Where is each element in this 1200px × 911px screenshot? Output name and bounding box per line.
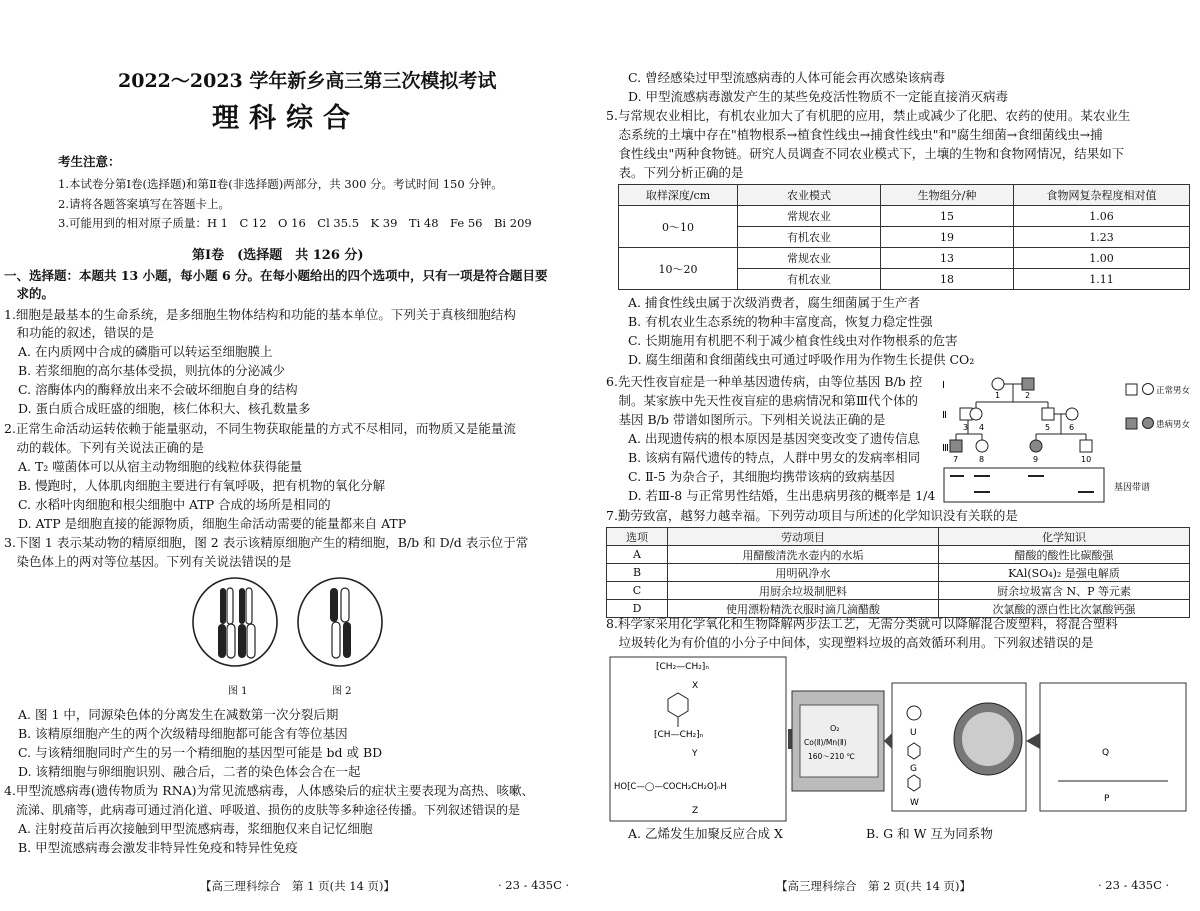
q2-option-d: D. ATP 是细胞直接的能源物质，细胞生命活动需要的能量都来自 ATP bbox=[18, 516, 407, 531]
q5-stem: 5.与常规农业相比，有机农业加大了有机肥的应用，禁止或减少了化肥、农药的使用。某农业生 bbox=[606, 108, 1131, 123]
q6-stem: 制。某家族中先天性夜盲症的患病情况和第Ⅲ代个体的 bbox=[606, 393, 919, 408]
gen-label: Ⅲ bbox=[942, 443, 949, 454]
q3-stem: 染色体上的两对等位基因。下列有关说法错误的是 bbox=[4, 554, 292, 569]
legend-affected-label: 患病男女 bbox=[1156, 420, 1190, 430]
table-header: 食物网复杂程度相对值 bbox=[1014, 185, 1190, 206]
q8-process-diagram bbox=[608, 655, 1192, 825]
q3-cell-figure bbox=[180, 574, 390, 678]
condition-o2: O₂ bbox=[830, 724, 840, 733]
pedigree-female-normal bbox=[976, 440, 988, 452]
table-cell: 1.00 bbox=[1014, 248, 1190, 269]
table-header: 选项 bbox=[607, 528, 668, 546]
q5-stem: 表。下列分析正确的是 bbox=[606, 165, 744, 180]
q4-stem: 4.甲型流感病毒(遗传物质为 RNA)为常见流感病毒，人体感染后的症状主要表现为高热、咳嗽、 bbox=[4, 783, 535, 798]
q7-stem: 7.勤劳致富，越努力越幸福。下列劳动项目与所述的化学知识没有关联的是 bbox=[606, 508, 1018, 523]
table-header-row bbox=[619, 185, 1190, 206]
table-row bbox=[619, 206, 1190, 227]
condition-catalyst: Co(Ⅱ)/Mn(Ⅱ) bbox=[804, 738, 847, 747]
q8-stem: 8.科学家采用化学氧化和生物降解两步法工艺，无需分类就可以降解混合废塑料，将混合塑料 bbox=[606, 616, 1118, 631]
pedigree-id: 2 bbox=[1025, 391, 1031, 400]
q3-option-d: D. 该精细胞与卵细胞识别、融合后，二者的染色体会合在一起 bbox=[18, 764, 361, 779]
notice-item: 2.请将各题答案填写在答题卡上。 bbox=[58, 197, 230, 211]
polymer-x-label: X bbox=[692, 681, 699, 691]
q5-option-c: C. 长期施用有机肥不利于减少植食性线虫对作物根系的危害 bbox=[628, 333, 958, 348]
q5-option-d: D. 腐生细菌和食细菌线虫可通过呼吸作用为作物生长提供 CO₂ bbox=[628, 352, 975, 367]
table-cell: 醋酸的酸性比碳酸强 bbox=[939, 546, 1190, 564]
table-cell: 厨余垃圾富含 N、P 等元素 bbox=[939, 582, 1190, 600]
q3-option-a: A. 图 1 中，同源染色体的分离发生在减数第一次分裂后期 bbox=[18, 707, 339, 722]
table-cell: 1.11 bbox=[1014, 269, 1190, 290]
table-cell: C bbox=[607, 582, 668, 600]
q6-stem: 基因 B/b 带谱如图所示。下列相关说法正确的是 bbox=[606, 412, 886, 427]
right-page bbox=[600, 0, 1200, 911]
pedigree-id: 10 bbox=[1081, 455, 1092, 464]
legend-female-normal-icon bbox=[1143, 384, 1154, 395]
gen-label: Ⅰ bbox=[942, 380, 945, 391]
q2-stem: 动的载体。下列有关说法正确的是 bbox=[4, 440, 205, 455]
table-header-row bbox=[607, 528, 1190, 546]
pedigree-id: 1 bbox=[995, 391, 1001, 400]
q6-option-d: D. 若Ⅲ-8 与正常男性结婚，生出患病男孩的概率是 1/4 bbox=[628, 488, 936, 503]
q1-option-c: C. 溶酶体内的酶释放出来不会破坏细胞自身的结构 bbox=[18, 382, 298, 397]
gene-band-box bbox=[944, 468, 1104, 502]
q8-option-b: B. G 和 W 互为同系物 bbox=[866, 826, 993, 841]
q4-stem: 流涕、肌痛等，此病毒可通过消化道、呼吸道、损伤的皮肤等多种途径传播。下列叙述错误的是 bbox=[4, 803, 521, 817]
notice-heading: 考生注意： bbox=[58, 154, 121, 169]
fig1-chromosome-pair bbox=[218, 588, 255, 658]
pedigree-female-normal bbox=[1066, 408, 1078, 420]
table-cell: 0～10 bbox=[619, 206, 738, 248]
q5-stem: 食性线虫"两种食物链。研究人员调查不同农业模式下，土壤的生物和食物网情况，结果如下 bbox=[606, 146, 1125, 161]
q1-stem: 和功能的叙述，错误的是 bbox=[4, 325, 155, 340]
q5-option-a: A. 捕食性线虫属于次级消费者，腐生细菌属于生产者 bbox=[628, 295, 920, 310]
pedigree-id: 7 bbox=[953, 455, 959, 464]
product-p-label: P bbox=[1104, 794, 1110, 804]
q1-option-a: A. 在内质网中合成的磷脂可以转运至细胞膜上 bbox=[18, 344, 273, 359]
section-instructions: 一、选择题：本题共 13 小题，每小题 6 分。在每小题给出的四个选项中，只有一项是符合题目要 bbox=[4, 268, 548, 283]
pedigree-female-normal bbox=[970, 408, 982, 420]
q7-data-table bbox=[606, 527, 1190, 618]
table-cell: 常规农业 bbox=[738, 206, 881, 227]
q3-option-c: C. 与该精细胞同时产生的另一个精细胞的基因型可能是 bd 或 BD bbox=[18, 745, 383, 760]
q6-stem: 6.先天性夜盲症是一种单基因遗传病，由等位基因 B/b 控 bbox=[606, 374, 923, 389]
q3-stem: 3.下图 1 表示某动物的精原细胞，图 2 表示该精原细胞产生的精细胞，B/b 和 D/d 表示位于常 bbox=[4, 535, 529, 550]
flow-arrow-icon bbox=[1026, 733, 1040, 749]
q6-pedigree-diagram bbox=[938, 372, 1190, 508]
footer-page-label: 【高三理科综合 第 1 页(共 14 页)】 bbox=[200, 879, 396, 893]
section-instructions: 求的。 bbox=[4, 286, 55, 301]
fig1-label: 图 1 bbox=[228, 686, 248, 697]
legend-male-normal-icon bbox=[1126, 384, 1137, 395]
intermediate-w-label: W bbox=[910, 798, 919, 808]
table-cell: 用厨余垃圾制肥料 bbox=[668, 582, 939, 600]
pedigree-female-normal bbox=[992, 378, 1004, 390]
q6-option-c: C. Ⅱ-5 为杂合子，其细胞均携带该病的致病基因 bbox=[628, 469, 895, 484]
pedigree-id: 9 bbox=[1033, 455, 1039, 464]
polymer-y-label: Y bbox=[692, 749, 698, 759]
q2-option-b: B. 慢跑时，人体肌肉细胞主要进行有氧呼吸，把有机物的氧化分解 bbox=[18, 478, 386, 493]
gene-band-label: 基因带谱 bbox=[1114, 483, 1151, 493]
table-cell: 使用漂粉精洗衣服时滴几滴醋酸 bbox=[668, 600, 939, 618]
table-cell: KAl(SO₄)₂ 是强电解质 bbox=[939, 564, 1190, 582]
pedigree-id: 6 bbox=[1069, 423, 1075, 432]
pedigree-id: 8 bbox=[979, 455, 985, 464]
q4-option-a: A. 注射疫苗后再次接触到甲型流感病毒，浆细胞仅来自记忆细胞 bbox=[18, 821, 373, 836]
table-cell: 有机农业 bbox=[738, 227, 881, 248]
pedigree-id: 3 bbox=[963, 423, 969, 432]
q2-option-a: A. T₂ 噬菌体可以从宿主动物细胞的线粒体获得能量 bbox=[18, 459, 303, 474]
table-cell: 13 bbox=[881, 248, 1014, 269]
notice-item: 1.本试卷分第Ⅰ卷(选择题)和第Ⅱ卷(非选择题)两部分，共 300 分。考试时间 150 分钟。 bbox=[58, 177, 503, 191]
table-cell: 1.23 bbox=[1014, 227, 1190, 248]
q4-option-b: B. 甲型流感病毒会激发非特异性免疫和特异性免疫 bbox=[18, 840, 298, 855]
pedigree-id: 4 bbox=[979, 423, 985, 432]
q1-option-d: D. 蛋白质合成旺盛的细胞，核仁体积大、核孔数量多 bbox=[18, 401, 311, 416]
q2-stem: 2.正常生命活动运转依赖于能量驱动，不同生物获取能量的方式不尽相同，而物质又是能量流 bbox=[4, 421, 516, 436]
footer-page-label: 【高三理科综合 第 2 页(共 14 页)】 bbox=[776, 879, 972, 893]
table-row bbox=[619, 248, 1190, 269]
table-row bbox=[607, 600, 1190, 618]
q2-option-c: C. 水稻叶肉细胞和根尖细胞中 ATP 合成的场所是相同的 bbox=[18, 497, 331, 512]
q5-data-table bbox=[618, 184, 1190, 290]
table-cell: 次氯酸的漂白性比次氯酸钙强 bbox=[939, 600, 1190, 618]
q6-option-a: A. 出现遗传病的根本原因是基因突变改变了遗传信息 bbox=[628, 431, 920, 446]
product-q-label: Q bbox=[1102, 748, 1110, 758]
exam-subject: 理科综合 bbox=[212, 103, 360, 134]
legend-male-affected-icon bbox=[1126, 418, 1137, 429]
table-header: 取样深度/cm bbox=[619, 185, 738, 206]
table-cell: 10～20 bbox=[619, 248, 738, 290]
footer-code: · 23 - 435C · bbox=[1098, 878, 1170, 892]
legend-female-affected-icon bbox=[1143, 418, 1154, 429]
table-cell: A bbox=[607, 546, 668, 564]
q5-option-b: B. 有机农业生态系统的物种丰富度高，恢复力稳定性强 bbox=[628, 314, 933, 329]
table-header: 生物组分/种 bbox=[881, 185, 1014, 206]
intermediate-g-label: G bbox=[910, 764, 917, 774]
table-cell: D bbox=[607, 600, 668, 618]
q1-stem: 1.细胞是最基本的生命系统，是多细胞生物体结构和功能的基本单位。下列关于真核细胞结构 bbox=[4, 307, 516, 322]
product-box bbox=[1040, 683, 1186, 811]
pedigree-male-normal bbox=[1080, 440, 1092, 452]
legend-normal-label: 正常男女 bbox=[1156, 386, 1190, 396]
q5-stem: 态系统的土壤中存在"植物根系→植食性线虫→捕食性线虫"和"腐生细菌→食细菌线虫→捕 bbox=[606, 127, 1103, 142]
q8-stem: 垃圾转化为有价值的小分子中间体，实现塑料垃圾的高效循环利用。下列叙述错误的是 bbox=[606, 635, 1094, 650]
table-cell: 19 bbox=[881, 227, 1014, 248]
footer-code: · 23 - 435C · bbox=[498, 878, 570, 892]
table-header: 劳动项目 bbox=[668, 528, 939, 546]
table-row bbox=[607, 546, 1190, 564]
fig2-label: 图 2 bbox=[332, 686, 352, 697]
polymer-z-formula: HO⁅C—◯—COCH₂CH₂O⁆ₙH bbox=[614, 782, 727, 792]
polymer-y-formula: ⁅CH—CH₂⁆ₙ bbox=[654, 730, 704, 740]
table-cell: 常规农业 bbox=[738, 248, 881, 269]
fig2-chromosome bbox=[330, 588, 351, 658]
gen-label: Ⅱ bbox=[942, 410, 947, 421]
q3-option-b: B. 该精原细胞产生的两个次级精母细胞都可能含有等位基因 bbox=[18, 726, 348, 741]
q4-option-d: D. 甲型流感病毒激发产生的某些免疫活性物质不一定能直接消灭病毒 bbox=[628, 89, 1009, 104]
exam-title: 2022～2023 学年新乡高三第三次模拟考试 bbox=[118, 70, 497, 92]
table-row bbox=[607, 564, 1190, 582]
table-cell: 用醋酸清洗水壶内的水垢 bbox=[668, 546, 939, 564]
q6-option-b: B. 该病有隔代遗传的特点，人群中男女的发病率相同 bbox=[628, 450, 921, 465]
section-title: 第Ⅰ卷 (选择题 共 126 分) bbox=[192, 248, 364, 263]
table-cell: 用明矾净水 bbox=[668, 564, 939, 582]
q8-option-a: A. 乙烯发生加聚反应合成 X bbox=[628, 826, 783, 841]
condition-temperature: 160～210 ℃ bbox=[808, 752, 855, 761]
table-row bbox=[607, 582, 1190, 600]
pedigree-female-affected bbox=[1030, 440, 1042, 452]
polymer-x-formula: ⁅CH₂—CH₂⁆ₙ bbox=[656, 662, 709, 672]
pedigree-id: 5 bbox=[1045, 423, 1051, 432]
table-cell: 15 bbox=[881, 206, 1014, 227]
table-cell: B bbox=[607, 564, 668, 582]
table-header: 农业模式 bbox=[738, 185, 881, 206]
intermediate-u-label: U bbox=[910, 728, 917, 738]
table-cell: 18 bbox=[881, 269, 1014, 290]
pedigree-male-affected bbox=[1022, 378, 1034, 390]
q1-option-b: B. 若浆细胞的高尔基体受损，则抗体的分泌减少 bbox=[18, 363, 286, 378]
q4-option-c: C. 曾经感染过甲型流感病毒的人体可能会再次感染该病毒 bbox=[628, 70, 946, 85]
notice-item: 3.可能用到的相对原子质量：H 1 C 12 O 16 Cl 35.5 K 39 Ti 48 Fe 56 Bi 209 bbox=[58, 216, 532, 230]
microbe-cell-inner bbox=[962, 712, 1014, 766]
pedigree-male-normal bbox=[1042, 408, 1054, 420]
polymer-z-label: Z bbox=[692, 806, 699, 816]
table-cell: 有机农业 bbox=[738, 269, 881, 290]
table-header: 化学知识 bbox=[939, 528, 1190, 546]
table-cell: 1.06 bbox=[1014, 206, 1190, 227]
flow-arrow-icon bbox=[884, 733, 892, 749]
pedigree-male-affected bbox=[950, 440, 962, 452]
